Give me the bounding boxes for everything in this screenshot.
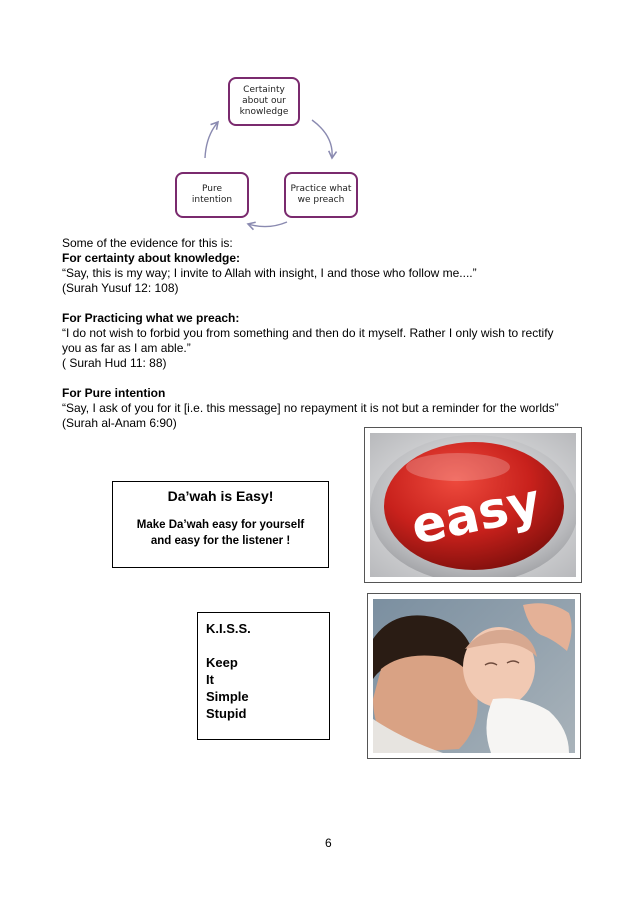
practice-quote-line-2: you as far as I am able.”	[62, 341, 191, 355]
intention-reference: (Surah al-Anam 6:90)	[62, 416, 177, 430]
node-line: Certainty	[243, 85, 285, 95]
kiss-box	[197, 612, 330, 740]
diagram-node-intention	[175, 172, 249, 218]
easy-button-image	[364, 427, 582, 583]
dawah-line-1: Make Da’wah easy for yourself	[136, 519, 305, 531]
evidence-intro: Some of the evidence for this is:	[62, 236, 233, 250]
easy-button-text: easy	[406, 472, 546, 556]
arrow-top-to-right	[312, 120, 332, 158]
easy-button-illustration	[370, 433, 576, 577]
practice-quote-line-1: “I do not wish to forbid you from something and then do it myself. Rather I only wish to rectify	[62, 326, 554, 340]
dawah-easy-box	[112, 481, 329, 568]
node-line: knowledge	[239, 107, 289, 117]
dawah-title: Da’wah is Easy!	[167, 488, 274, 504]
kiss-word: Keep	[206, 655, 238, 670]
diagram-node-practice	[284, 172, 358, 218]
dawah-line-2: and easy for the listener !	[150, 535, 291, 547]
kiss-title: K.I.S.S.	[206, 621, 251, 636]
arrow-left-to-top	[205, 122, 218, 158]
father-baby-illustration	[373, 599, 575, 753]
knowledge-quote: “Say, this is my way; I invite to Allah with insight, I and those who follow me....”	[62, 266, 477, 280]
page-number: 6	[325, 836, 332, 850]
node-line: we preach	[297, 195, 345, 205]
kiss-word: It	[206, 672, 214, 687]
node-line: Pure intention	[191, 184, 233, 205]
father-baby-photo	[367, 593, 581, 759]
intention-heading: For Pure intention	[62, 386, 166, 400]
practice-heading: For Practicing what we preach:	[62, 311, 240, 325]
kiss-word: Stupid	[206, 706, 247, 721]
practice-reference: ( Surah Hud 11: 88)	[62, 356, 167, 370]
diagram-node-certainty	[228, 77, 300, 126]
kiss-word: Simple	[206, 689, 249, 704]
knowledge-reference: (Surah Yusuf 12: 108)	[62, 281, 179, 295]
intention-quote: “Say, I ask of you for it [i.e. this message] no repayment it is not but a reminder for the worlds”	[62, 401, 559, 415]
evidence-text	[62, 236, 602, 431]
node-line: about our	[242, 96, 286, 106]
dawah-body	[113, 517, 328, 549]
knowledge-heading: For certainty about knowledge:	[62, 251, 241, 265]
node-line: Practice what	[290, 184, 352, 194]
arrow-right-to-left	[248, 222, 287, 227]
